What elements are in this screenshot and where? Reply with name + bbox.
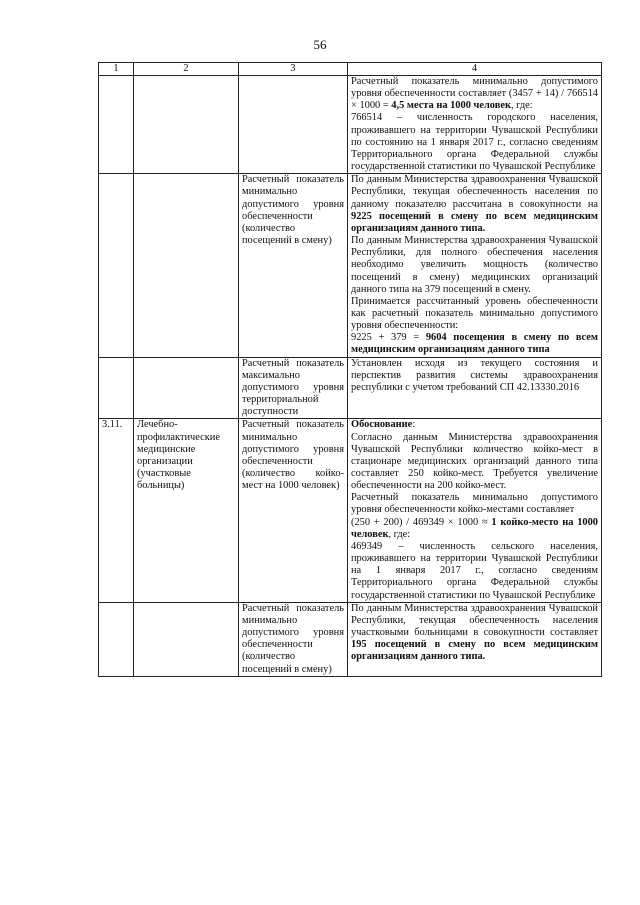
justification-cell <box>348 174 602 357</box>
justification-paragraph <box>351 419 598 431</box>
justification-paragraph <box>351 112 598 173</box>
justification-paragraph <box>351 517 598 541</box>
text-segment: По данным Министерства здравоохранения Чувашской Республики, для полного обеспечения населения необходимо увеличить мощность (количество посещений в смену) медицинских организаций данного типа на 379 посещений в смену. <box>351 235 598 295</box>
text-segment: (250 + 200) / 469349 × 1000 ≈ <box>351 516 492 528</box>
bold-text-segment: Обоснование <box>351 419 413 431</box>
organization-type-cell <box>134 174 239 357</box>
section-number-cell <box>99 174 134 357</box>
justification-paragraph <box>351 492 598 516</box>
organization-type-cell <box>134 357 239 419</box>
justification-paragraph <box>351 174 598 235</box>
column-number-4: 4 <box>348 63 602 76</box>
justification-paragraph <box>351 358 598 394</box>
text-segment: , где: <box>388 528 411 540</box>
text-segment: Установлен исходя из текущего состояния и перспектив развития системы здравоохранения республики с учетом требований СП 42.13330.2016 <box>351 357 598 393</box>
text-segment: По данным Министерства здравоохранения Чувашской Республики, текущая обеспеченность населения по данному показателю рассчитана в совокупности на <box>351 174 598 210</box>
organization-type-cell <box>134 602 239 676</box>
section-number-cell: 3.11. <box>99 419 134 602</box>
table-header-row <box>99 63 602 76</box>
text-segment: Согласно данным Министерства здравоохранения Чувашской Республики количество койко-мест в стационаре медицинских организаций данного типа составляет 250 койко-мест. Требуется увеличение обеспеченности на 200 койко-мест. <box>351 431 598 492</box>
column-number-3: 3 <box>239 63 348 76</box>
text-segment: , где: <box>510 100 533 112</box>
section-number-cell <box>99 76 134 174</box>
justification-cell <box>348 76 602 174</box>
text-segment: 766514 – численность городского населения, проживавшего на территории Чувашской Республики по состоянию на 1 января 2017 г., согласно сведениям Территориального органа Федеральной службы государственной статистики по Чувашской Республике <box>351 112 598 173</box>
table-row <box>99 174 602 357</box>
text-segment: По данным Министерства здравоохранения Чувашской Республики, текущая обеспеченность населения участковыми больницами в совокупности составляет <box>351 602 598 639</box>
justification-paragraph <box>351 296 598 332</box>
text-segment: 9225 + 379 = <box>351 332 426 344</box>
column-number-1: 1 <box>99 63 134 76</box>
justification-cell <box>348 419 602 602</box>
table-row <box>99 602 602 676</box>
justification-paragraph <box>351 76 598 112</box>
justification-cell <box>348 357 602 419</box>
table-row <box>99 357 602 419</box>
bold-text-segment: 1 койко-место на 1000 человек <box>351 516 598 540</box>
section-number-cell <box>99 602 134 676</box>
text-segment: Расчетный показатель минимально допустимого уровня обеспеченности составляет (3457 + 14) / 766514 × 1000 = <box>351 76 598 112</box>
text-segment: 469349 – численность сельского населения, проживавшего на территории Чувашской Республики на 1 января 2017 г., согласно сведениям Территориального органа Федеральной службы государственной статистики по Чувашской Республике <box>351 540 598 601</box>
justification-paragraph <box>351 541 598 602</box>
text-segment: Принимается рассчитанный уровень обеспеченности как расчетный показатель минимально допустимого уровня обеспеченности: <box>351 295 598 332</box>
organization-type-cell <box>134 76 239 174</box>
bold-text-segment: 9604 посещения в смену по всем медицинским организациям данного типа <box>351 332 598 356</box>
bold-text-segment: 195 посещений в смену по всем медицинским организациям данного типа. <box>351 639 598 663</box>
indicator-cell: Расчетный показатель минимально допустимого уровня обеспеченности (количество посещений в смену) <box>239 174 348 357</box>
bold-text-segment: 4,5 места на 1000 человек <box>391 100 511 112</box>
table-body <box>99 76 602 677</box>
text-segment: Расчетный показатель минимально допустимого уровня обеспеченности койко-местами составляет <box>351 492 598 516</box>
bold-text-segment: 9225 посещений в смену по всем медицинским организациям данного типа. <box>351 210 598 234</box>
indicator-cell: Расчетный показатель минимально допустимого уровня обеспеченности (количество посещений в смену) <box>239 602 348 676</box>
indicator-cell <box>239 76 348 174</box>
justification-cell <box>348 602 602 676</box>
indicator-cell: Расчетный показатель минимально допустимого уровня обеспеченности (количество койко-мест на 1000 человек) <box>239 419 348 602</box>
indicator-cell: Расчетный показатель максимально допустимого уровня территориальной доступности <box>239 357 348 419</box>
justification-paragraph <box>351 432 598 493</box>
justification-paragraph <box>351 603 598 664</box>
page-number: 56 <box>313 37 327 52</box>
justification-paragraph <box>351 235 598 296</box>
table-row <box>99 76 602 174</box>
justification-paragraph <box>351 332 598 356</box>
column-number-2: 2 <box>134 63 239 76</box>
table-row <box>99 419 602 602</box>
text-segment: : <box>412 419 416 431</box>
regulation-table <box>98 62 602 677</box>
organization-type-cell: Лечебно-профилактические медицинские организации (участковые больницы) <box>134 419 239 602</box>
section-number-cell <box>99 357 134 419</box>
